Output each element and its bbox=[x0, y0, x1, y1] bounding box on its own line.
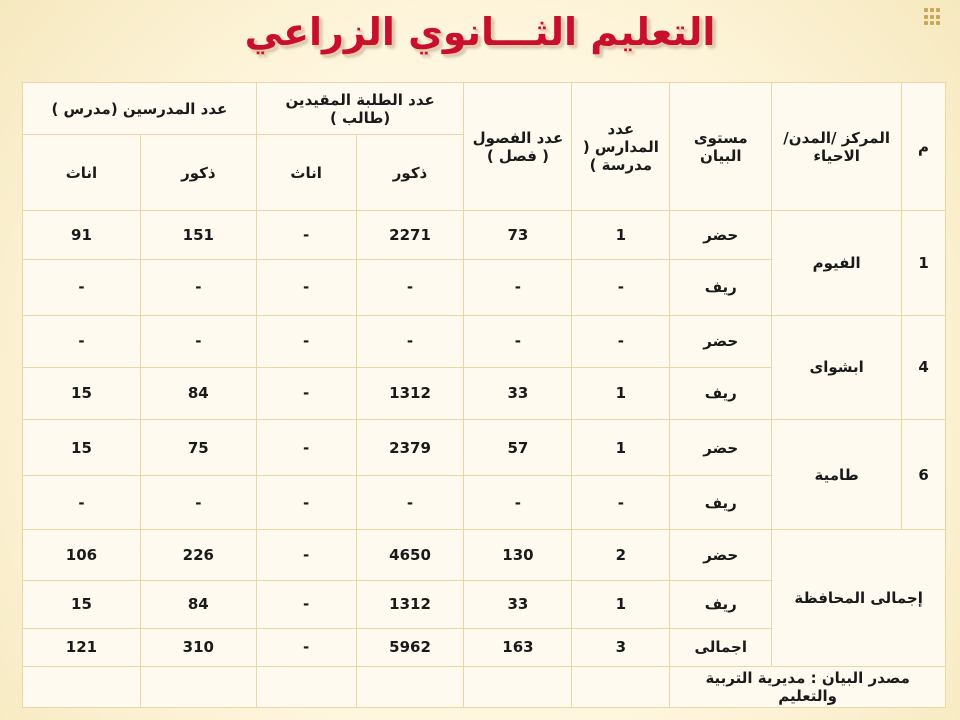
teachers-female: 15 bbox=[23, 367, 141, 419]
empty-cell bbox=[23, 666, 141, 707]
schools-count: 1 bbox=[572, 211, 670, 259]
level-label: حضر bbox=[670, 530, 772, 580]
classes-count: - bbox=[464, 259, 572, 315]
header-teachers-female: اناث bbox=[23, 135, 141, 211]
classes-count: 130 bbox=[464, 530, 572, 580]
teachers-female: - bbox=[23, 476, 141, 530]
header-students: عدد الطلبة المقيدين (طالب ) bbox=[256, 83, 464, 135]
level-label: حضر bbox=[670, 211, 772, 259]
schools-count: 1 bbox=[572, 420, 670, 476]
students-female: - bbox=[256, 420, 356, 476]
students-female: - bbox=[256, 628, 356, 666]
empty-cell bbox=[256, 666, 356, 707]
header-teachers-male: ذكور bbox=[140, 135, 256, 211]
empty-cell bbox=[140, 666, 256, 707]
header-students-male: ذكور bbox=[356, 135, 464, 211]
teachers-male: - bbox=[140, 259, 256, 315]
header-teachers: عدد المدرسين (مدرس ) bbox=[23, 83, 257, 135]
classes-count: - bbox=[464, 315, 572, 367]
row-index: 6 bbox=[902, 420, 946, 530]
empty-cell bbox=[572, 666, 670, 707]
level-label: ريف bbox=[670, 580, 772, 628]
teachers-female: - bbox=[23, 259, 141, 315]
teachers-male: 84 bbox=[140, 367, 256, 419]
level-label: اجمالى bbox=[670, 628, 772, 666]
row-index: 1 bbox=[902, 211, 946, 315]
teachers-female: 91 bbox=[23, 211, 141, 259]
slide-title: التعليم الثـــانوي الزراعي bbox=[244, 10, 716, 54]
schools-count: - bbox=[572, 315, 670, 367]
teachers-female: 106 bbox=[23, 530, 141, 580]
teachers-female: 121 bbox=[23, 628, 141, 666]
classes-count: 163 bbox=[464, 628, 572, 666]
students-female: - bbox=[256, 476, 356, 530]
classes-count: 33 bbox=[464, 580, 572, 628]
schools-count: 2 bbox=[572, 530, 670, 580]
empty-cell bbox=[464, 666, 572, 707]
center-name: الفيوم bbox=[772, 211, 902, 315]
teachers-female: 15 bbox=[23, 420, 141, 476]
students-male: - bbox=[356, 476, 464, 530]
schools-count: 3 bbox=[572, 628, 670, 666]
schools-count: 1 bbox=[572, 367, 670, 419]
teachers-male: 75 bbox=[140, 420, 256, 476]
center-name: ابشواى bbox=[772, 315, 902, 419]
empty-cell bbox=[356, 666, 464, 707]
teachers-male: 84 bbox=[140, 580, 256, 628]
center-name: طامية bbox=[772, 420, 902, 530]
header-classes: عدد الفصول ( فصل ) bbox=[464, 83, 572, 211]
teachers-male: - bbox=[140, 476, 256, 530]
classes-count: 57 bbox=[464, 420, 572, 476]
students-male: - bbox=[356, 315, 464, 367]
teachers-male: - bbox=[140, 315, 256, 367]
header-level: مستوى البيان bbox=[670, 83, 772, 211]
classes-count: 73 bbox=[464, 211, 572, 259]
classes-count: 33 bbox=[464, 367, 572, 419]
level-label: حضر bbox=[670, 315, 772, 367]
header-schools: عدد المدارس ( مدرسة ) bbox=[572, 83, 670, 211]
teachers-male: 310 bbox=[140, 628, 256, 666]
row-index: 4 bbox=[902, 315, 946, 419]
students-female: - bbox=[256, 211, 356, 259]
teachers-female: - bbox=[23, 315, 141, 367]
schools-count: - bbox=[572, 476, 670, 530]
header-center: المركز /المدن/الاحياء bbox=[772, 83, 902, 211]
students-female: - bbox=[256, 580, 356, 628]
level-label: حضر bbox=[670, 420, 772, 476]
students-male: 1312 bbox=[356, 580, 464, 628]
students-male: 2271 bbox=[356, 211, 464, 259]
students-female: - bbox=[256, 367, 356, 419]
level-label: ريف bbox=[670, 367, 772, 419]
students-male: 5962 bbox=[356, 628, 464, 666]
schools-count: - bbox=[572, 259, 670, 315]
agricultural-education-table bbox=[22, 82, 946, 708]
students-male: 4650 bbox=[356, 530, 464, 580]
schools-count: 1 bbox=[572, 580, 670, 628]
students-female: - bbox=[256, 315, 356, 367]
students-male: 1312 bbox=[356, 367, 464, 419]
students-male: - bbox=[356, 259, 464, 315]
level-label: ريف bbox=[670, 259, 772, 315]
header-m: م bbox=[902, 83, 946, 211]
data-source-note: مصدر البيان : مديرية التربية والتعليم bbox=[670, 666, 946, 707]
classes-count: - bbox=[464, 476, 572, 530]
teachers-female: 15 bbox=[23, 580, 141, 628]
header-students-female: اناث bbox=[256, 135, 356, 211]
students-female: - bbox=[256, 530, 356, 580]
students-male: 2379 bbox=[356, 420, 464, 476]
level-label: ريف bbox=[670, 476, 772, 530]
teachers-male: 151 bbox=[140, 211, 256, 259]
total-label: إجمالى المحافظة bbox=[772, 530, 946, 666]
students-female: - bbox=[256, 259, 356, 315]
teachers-male: 226 bbox=[140, 530, 256, 580]
